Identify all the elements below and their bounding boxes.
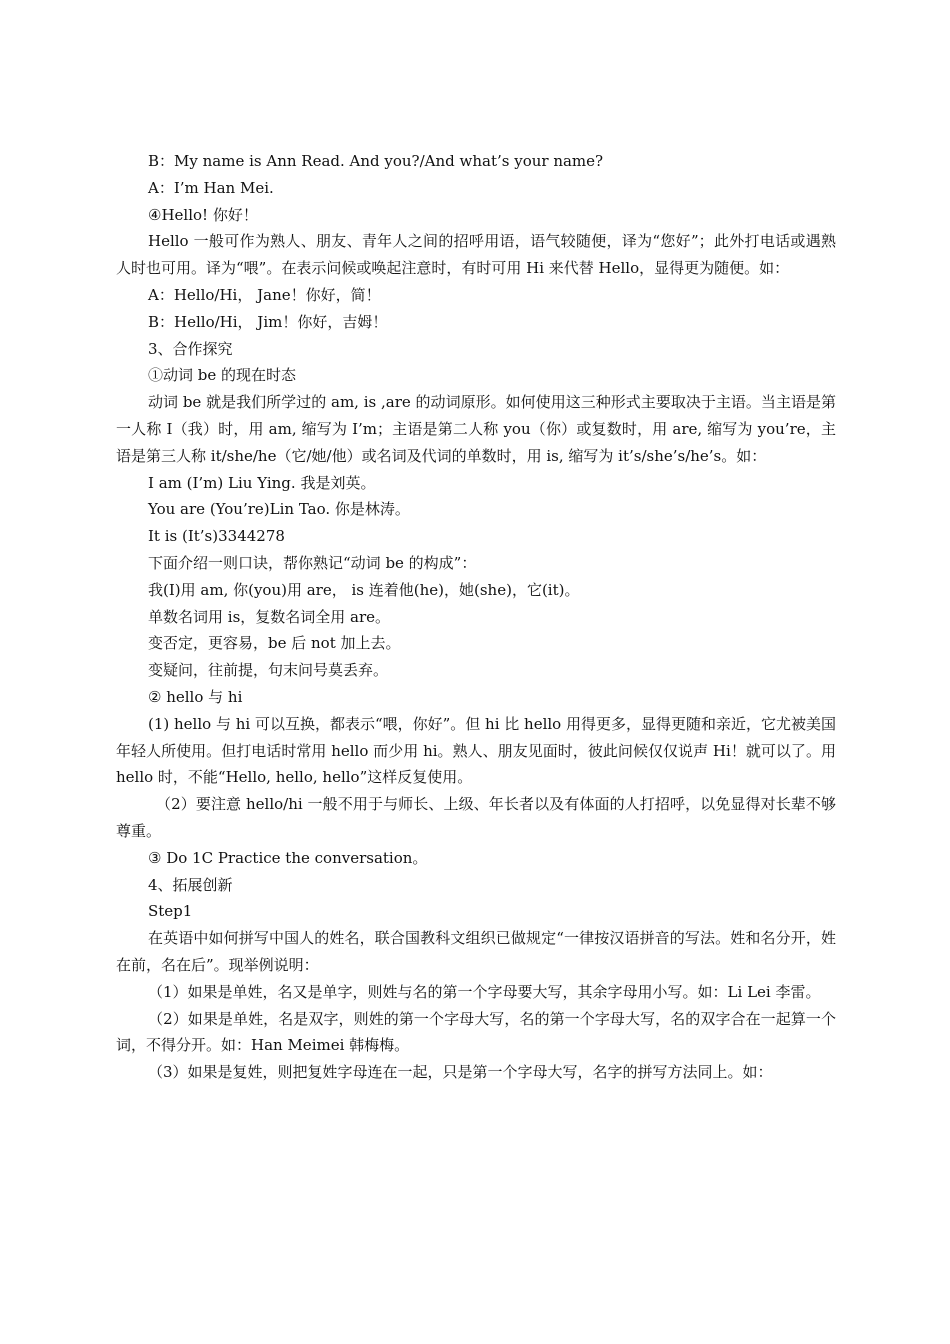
rule-3: （3）如果是复姓，则把复姓字母连在一起，只是第一个字母大写，名字的拼写方法同上。如： [148,1063,773,1082]
subheading-be-present: ①动词 be 的现在时态 [148,366,297,385]
section-heading-hello: ④Hello! 你好！ [148,205,258,224]
example-line-a: A：Hello/Hi， Jane！你好，简！ [148,285,381,304]
example-i-am: I am (I’m) Liu Ying. 我是刘英。 [148,473,376,492]
section-heading-cooperation: 3、合作探究 [148,339,233,358]
mnemonic-line-2: 单数名词用 is，复数名词全用 are。 [148,607,391,626]
subheading-hello-hi: ② hello 与 hi [148,687,243,706]
paragraph-hello-hi-2: （2）要注意 hello/hi 一般不用于与师长、上级、年长者以及有体面的人打招呼，以免显得对长辈不够尊重。 [116,795,836,840]
mnemonic-line-4: 变疑问，往前提，句末问号莫丢弃。 [148,661,389,680]
mnemonic-line-1: 我(I)用 am, 你(you)用 are， is 连着他(he)，她(she)，它(it)。 [148,580,580,599]
dialogue-line-a: A：I’m Han Mei. [148,178,274,197]
dialogue-line-b: B：My name is Ann Read. And you?/And what’s your name? [148,152,604,170]
paragraph-hello-hi-1: (1) hello 与 hi 可以互换，都表示“喂，你好”。但 hi 比 hello 用得更多，显得更随和亲近，它尤被美国年轻人所使用。但打电话时常用 hello 而少用 hi。熟人、朋友见面时，彼此问候仅仅说声 Hi！就可以了。用 hello 时，不能“Hello, hello, hello”这样反复使用。 [116,714,836,787]
paragraph-be-forms: 动词 be 就是我们所学过的 am, is ,are 的动词原形。如何使用这三种形式主要取决于主语。当主语是第一人称 I（我）时，用 am, 缩写为 I’m；主语是第二人称 you（你）或复数时，用 are, 缩写为 you’re，主语是第三人称 it/she/he（它/她/他）或名词及代词的单数时，用 is, 缩写为 it’s/she’s/he’s。如： [116,393,836,465]
example-line-b: B：Hello/Hi， Jim！你好，吉姆！ [148,312,388,331]
example-you-are: You are (You’re)Lin Tao. 你是林涛。 [148,500,410,519]
paragraph-name-spelling: 在英语中如何拼写中国人的姓名，联合国教科文组织已做规定“一律按汉语拼音的写法。姓和名分开，姓在前，名在后”。现举例说明： [116,929,836,974]
section-heading-extension: 4、拓展创新 [148,875,233,894]
practice-line: ③ Do 1C Practice the conversation。 [148,848,428,867]
rule-1: （1）如果是单姓，名又是单字，则姓与名的第一个字母要大写，其余字母用小写。如：Li Lei 李雷。 [148,982,821,1001]
rule-2: （2）如果是单姓，名是双字，则姓的第一个字母大写，名的第一个字母大写，名的双字合在一起算一个词，不得分开。如：Han Meimei 韩梅梅。 [116,1009,836,1055]
mnemonic-intro: 下面介绍一则口诀，帮你熟记“动词 be 的构成”： [148,553,477,572]
step-label: Step1 [148,902,193,921]
mnemonic-line-3: 变否定，更容易，be 后 not 加上去。 [148,634,401,653]
document-body [116,148,836,1086]
example-it-is: It is (It’s)3344278 [148,527,285,546]
paragraph-hello-usage: Hello 一般可作为熟人、朋友、青年人之间的招呼用语，语气较随便，译为“您好”；此外打电话或遇熟人时也可用。译为“喂”。在表示问候或唤起注意时，有时可用 Hi 来代替 Hello，显得更为随便。如： [116,232,836,278]
